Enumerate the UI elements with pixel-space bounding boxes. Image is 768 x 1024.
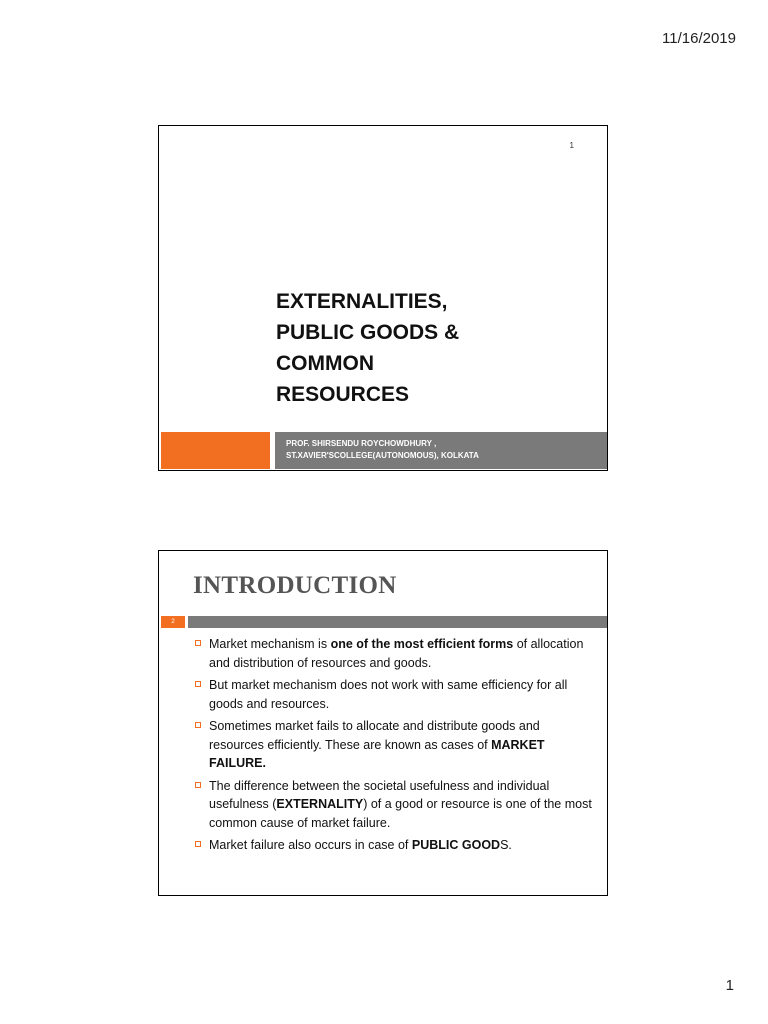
slide-title [158,125,608,471]
title-line: RESOURCES [276,383,410,406]
square-bullet-icon [195,782,201,788]
bullet-item: The difference between the societal usefulness and individual usefulness (EXTERNALITY) of a good or resource is one of the most common cause of market failure. [195,777,595,833]
slide-title-text [276,286,496,410]
author-bar [275,432,607,469]
page-number: 1 [725,977,734,994]
square-bullet-icon [195,722,201,728]
square-bullet-icon [195,841,201,847]
slide-number: 1 [569,141,574,150]
square-bullet-icon [195,640,201,646]
title-line: COMMON [276,352,374,375]
bullet-list [195,635,595,859]
square-bullet-icon [195,681,201,687]
title-line: PUBLIC GOODS & [276,321,460,344]
heading-bar [188,616,607,628]
bullet-item: Sometimes market fails to allocate and distribute goods and resources efficiently. These are known as cases of MARKET FAILURE. [195,717,595,773]
bullet-item: Market failure also occurs in case of PUBLIC GOODS. [195,836,595,855]
accent-block [161,432,270,469]
page-date: 11/16/2019 [662,30,736,47]
author-name: PROF. SHIRSENDU ROYCHOWDHURY , [286,439,437,448]
slide-introduction [158,550,608,896]
bullet-item: Market mechanism is one of the most efficient forms of allocation and distribution of resources and goods. [195,635,595,672]
author-affiliation: ST.XAVIER'SCOLLEGE(AUTONOMOUS), KOLKATA [286,451,479,460]
slide-heading: INTRODUCTION [193,572,397,599]
bullet-item: But market mechanism does not work with same efficiency for all goods and resources. [195,676,595,713]
title-line: EXTERNALITIES, [276,290,448,313]
slide-number: 2 [161,616,185,628]
